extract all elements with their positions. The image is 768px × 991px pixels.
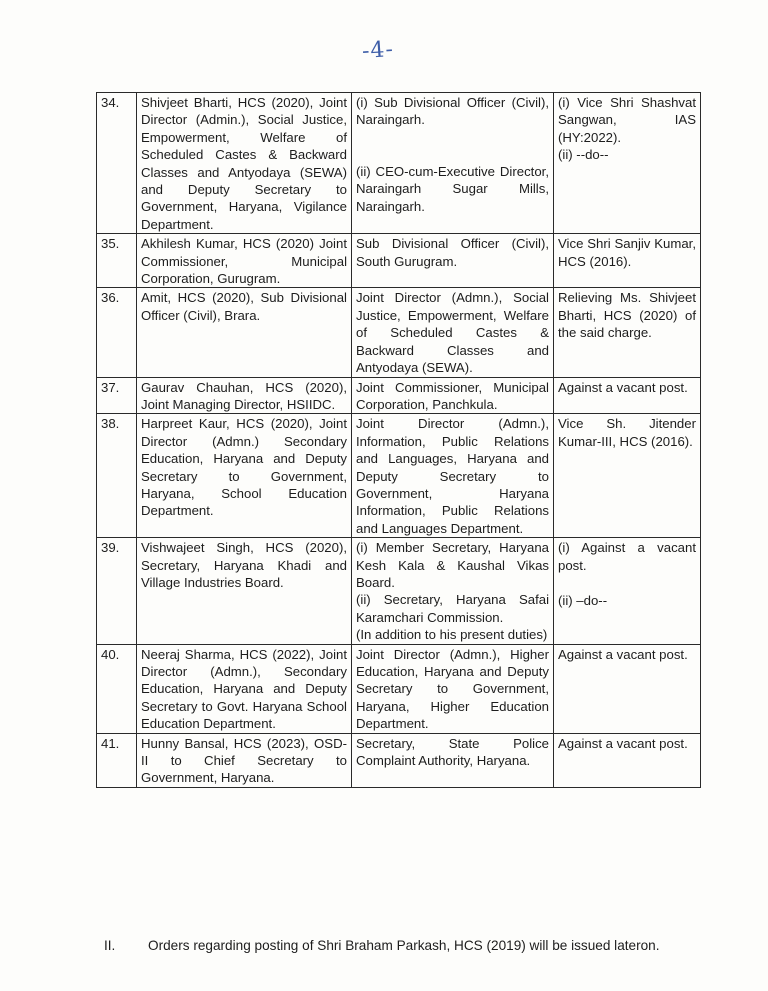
- table-row: [97, 644, 701, 733]
- serial-number: 36.: [97, 288, 137, 377]
- officer-details: Akhilesh Kumar, HCS (2020) Joint Commissioner, Municipal Corporation, Gurugram.: [137, 234, 352, 288]
- table-row: [97, 288, 701, 377]
- posted-as: Joint Director (Admn.), Information, Public Relations and Languages, Haryana and Deputy Secretary to Government, Haryana Information, Public Relations and Languages Department.: [352, 414, 554, 538]
- footer-text: Orders regarding posting of Shri Braham Parkash, HCS (2019) will be issued lateron.: [148, 938, 660, 953]
- table-row: [97, 377, 701, 414]
- table-row: [97, 234, 701, 288]
- posted-as-part: (ii) CEO-cum-Executive Director, Naraingarh Sugar Mills, Naraingarh.: [356, 163, 549, 214]
- table-row: [97, 733, 701, 787]
- table-row: [97, 538, 701, 644]
- remarks: [554, 538, 701, 644]
- officer-details: Vishwajeet Singh, HCS (2020), Secretary, Haryana Khadi and Village Industries Board.: [137, 538, 352, 644]
- posted-as-part: (ii) Secretary, Haryana Safai Karamchari Commission.: [356, 592, 549, 625]
- remarks-part: (i) Vice Shri Shashvat Sangwan, IAS (HY:2022).: [558, 95, 696, 145]
- officer-details: Hunny Bansal, HCS (2023), OSD-II to Chief Secretary to Government, Haryana.: [137, 733, 352, 787]
- remarks-part: (ii) --do--: [558, 147, 609, 163]
- remarks: Vice Shri Sanjiv Kumar, HCS (2016).: [554, 234, 701, 288]
- footer-number: II.: [104, 938, 116, 953]
- serial-number: 38.: [97, 414, 137, 538]
- serial-number: 37.: [97, 377, 137, 414]
- officer-details: Harpreet Kaur, HCS (2020), Joint Director (Admn.) Secondary Education, Haryana and Deputy Secretary to Government, Haryana, School Education Department.: [137, 414, 352, 538]
- posted-as-part: (In addition to his present duties): [356, 627, 548, 643]
- table-row: [97, 93, 701, 234]
- remarks: Against a vacant post.: [554, 733, 701, 787]
- posted-as: Joint Director (Admn.), Social Justice, Empowerment, Welfare of Scheduled Castes & Backward Classes and Antyodaya (SEWA).: [352, 288, 554, 377]
- remarks-part: (ii) –do--: [558, 592, 608, 608]
- table-row: [97, 414, 701, 538]
- serial-number: 39.: [97, 538, 137, 644]
- officer-details: Amit, HCS (2020), Sub Divisional Officer (Civil), Brara.: [137, 288, 352, 377]
- posted-as: [352, 538, 554, 644]
- remarks: Against a vacant post.: [554, 644, 701, 733]
- remarks: Relieving Ms. Shivjeet Bharti, HCS (2020) of the said charge.: [554, 288, 701, 377]
- remarks: [554, 93, 701, 234]
- remarks: Vice Sh. Jitender Kumar-III, HCS (2016).: [554, 414, 701, 538]
- footer-note: [104, 931, 704, 961]
- postings-table: [96, 92, 701, 788]
- officer-details: Neeraj Sharma, HCS (2022), Joint Director (Admn.), Secondary Education, Haryana and Deputy Secretary to Govt. Haryana School Education Department.: [137, 644, 352, 733]
- serial-number: 40.: [97, 644, 137, 733]
- posted-as: Sub Divisional Officer (Civil), South Gurugram.: [352, 234, 554, 288]
- serial-number: 34.: [97, 93, 137, 234]
- officer-details: Shivjeet Bharti, HCS (2020), Joint Director (Admin.), Social Justice, Empowerment, Welfare of Scheduled Castes & Backward Classes and Antyodaya (SEWA) and Deputy Secretary to Government, Haryana, Vigilance Department.: [137, 93, 352, 234]
- posted-as-part: (i) Member Secretary, Haryana Kesh Kala & Kaushal Vikas Board.: [356, 540, 549, 590]
- posted-as-part: (i) Sub Divisional Officer (Civil), Naraingarh.: [356, 95, 549, 128]
- officer-details: Gaurav Chauhan, HCS (2020), Joint Managing Director, HSIIDC.: [137, 377, 352, 414]
- serial-number: 35.: [97, 234, 137, 288]
- page-number: -4-: [361, 36, 395, 65]
- posted-as: Joint Commissioner, Municipal Corporation, Panchkula.: [352, 377, 554, 414]
- posted-as: [352, 93, 554, 234]
- remarks: Against a vacant post.: [554, 377, 701, 414]
- posted-as: Joint Director (Admn.), Higher Education, Haryana and Deputy Secretary to Government, Haryana, Higher Education Department.: [352, 644, 554, 733]
- serial-number: 41.: [97, 733, 137, 787]
- remarks-part: (i) Against a vacant post.: [558, 540, 696, 573]
- posted-as: Secretary, State Police Complaint Authority, Haryana.: [352, 733, 554, 787]
